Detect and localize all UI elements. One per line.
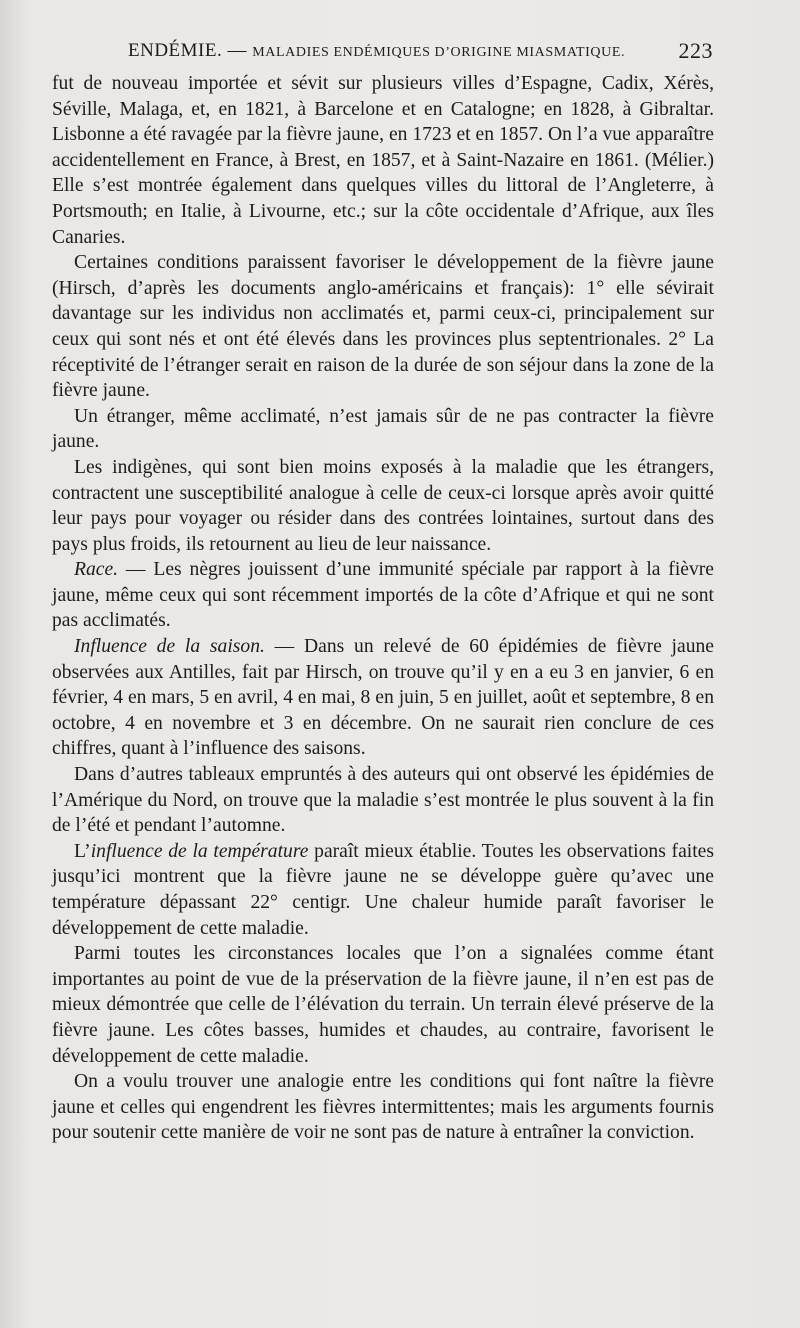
paragraph-5 (52, 557, 714, 634)
paragraph-2 (52, 250, 714, 404)
paragraph-3 (52, 404, 714, 455)
running-title (128, 40, 625, 62)
paragraph-8 (52, 839, 714, 941)
paragraph-text: Un étranger, même acclimaté, n’est jamais sûr de ne pas contracter la fièvre jaune. (52, 405, 714, 453)
paragraph-text: Dans d’autres tableaux empruntés à des auteurs qui ont observé les épidémies de l’Amérique du Nord, on trouve que la maladie s’est montrée le plus souvent à la fin de l’été et pendant l’automne. (52, 764, 714, 837)
paragraph-1 (52, 71, 714, 250)
paragraph-lead-italic: Influence de la saison. (74, 636, 265, 658)
paragraph-10 (52, 1069, 714, 1146)
running-title-main: ENDÉMIE. — (128, 40, 247, 61)
paragraph-lead-italic: influence de la température (90, 840, 309, 862)
paragraph-text: Parmi toutes les circonstances locales que l’on a signalées comme étant importantes au point de vue de la préservation de la fièvre jaune, il n’en est pas de mieux démontrée que celle de l’élévation du terrain. Un terrain élevé préserve de la fièvre jaune. Les côtes basses, humides et chaudes, au contraire, favorisent le développement de cette maladie. (52, 943, 714, 1067)
paragraph-text: — Dans un relevé de 60 épidémies de fièvre jaune observées aux Antilles, fait par Hirsch, on trouve qu’il y en a eu 3 en janvier, 6 en février, 4 en mars, 5 en avril, 4 en mai, 8 en juin, 5 en juillet, août et septembre, 8 en octobre, 4 en novembre et 3 en décembre. On ne saurait rien conclure de ces chiffres, quant à l’influence des saisons. (52, 636, 714, 760)
paragraph-text: fut de nouveau importée et sévit sur plusieurs villes d’Espagne, Cadix, Xérès, Séville, Malaga, et, en 1821, à Barcelone et en Catalogne; en 1828, à Gibraltar. Lisbonne a été ravagée par la fièvre jaune, en 1723 et en 1857. On l’a vue apparaître accidentellement en France, à Brest, en 1857, et à Saint-Nazaire en 1861. (Mélier.) Elle s’est montrée également dans quelques villes du littoral de l’Angleterre, à Portsmouth; en Italie, à Livourne, etc.; sur la côte occidentale d’Afrique, aux îles Canaries. (52, 73, 714, 248)
paragraph-lead-italic: Race. (74, 559, 119, 581)
paragraph-text: On a voulu trouver une analogie entre les conditions qui font naître la fièvre jaune et celles qui engendrent les fièvres intermittentes; mais les arguments fournis pour soutenir cette manière de voir ne sont pas de nature à entraîner la conviction. (52, 1071, 714, 1144)
paragraph-6 (52, 634, 714, 762)
paragraph-text: paraît mieux établie. Toutes les observations faites jusqu’ici montrent que la fièvre jaune ne se développe guère qu’avec une température dépassant 22° centigr. Une chaleur humide paraît favoriser le développement de cette maladie. (52, 840, 714, 939)
running-title-rest: MALADIES ENDÉMIQUES D’ORIGINE MIASMATIQUE. (252, 45, 626, 60)
paragraph-text: Certaines conditions paraissent favoriser le développement de la fièvre jaune (Hirsch, d’après les documents anglo-américains et français): 1° elle sévirait davantage sur les individus non acclimatés et, parmi ceux-ci, principalement sur ceux qui sont nés et ont été élevés dans les provinces plus septentrionales. 2° La réceptivité de l’étranger serait en raison de la durée de son séjour dans la zone de la fièvre jaune. (52, 252, 714, 402)
paragraph-4 (52, 455, 714, 557)
paragraph-prefix: L’ (74, 840, 91, 862)
paragraph-text: — Les nègres jouissent d’une immunité spéciale par rapport à la fièvre jaune, même ceux qui sont récemment importés de la côte d’Afrique et qui ne sont pas acclimatés. (52, 559, 714, 632)
running-header (128, 34, 713, 64)
paragraph-7 (52, 762, 714, 839)
body-text (52, 71, 714, 1146)
paragraph-text: Les indigènes, qui sont bien moins exposés à la maladie que les étrangers, contractent une susceptibilité analogue à celle de ceux-ci lorsque après avoir quitté leur pays pour voyager ou résider dans des contrées lointaines, surtout dans des pays plus froids, ils retournent au lieu de leur naissance. (52, 456, 714, 555)
paragraph-9 (52, 941, 714, 1069)
page-number: 223 (678, 38, 713, 63)
